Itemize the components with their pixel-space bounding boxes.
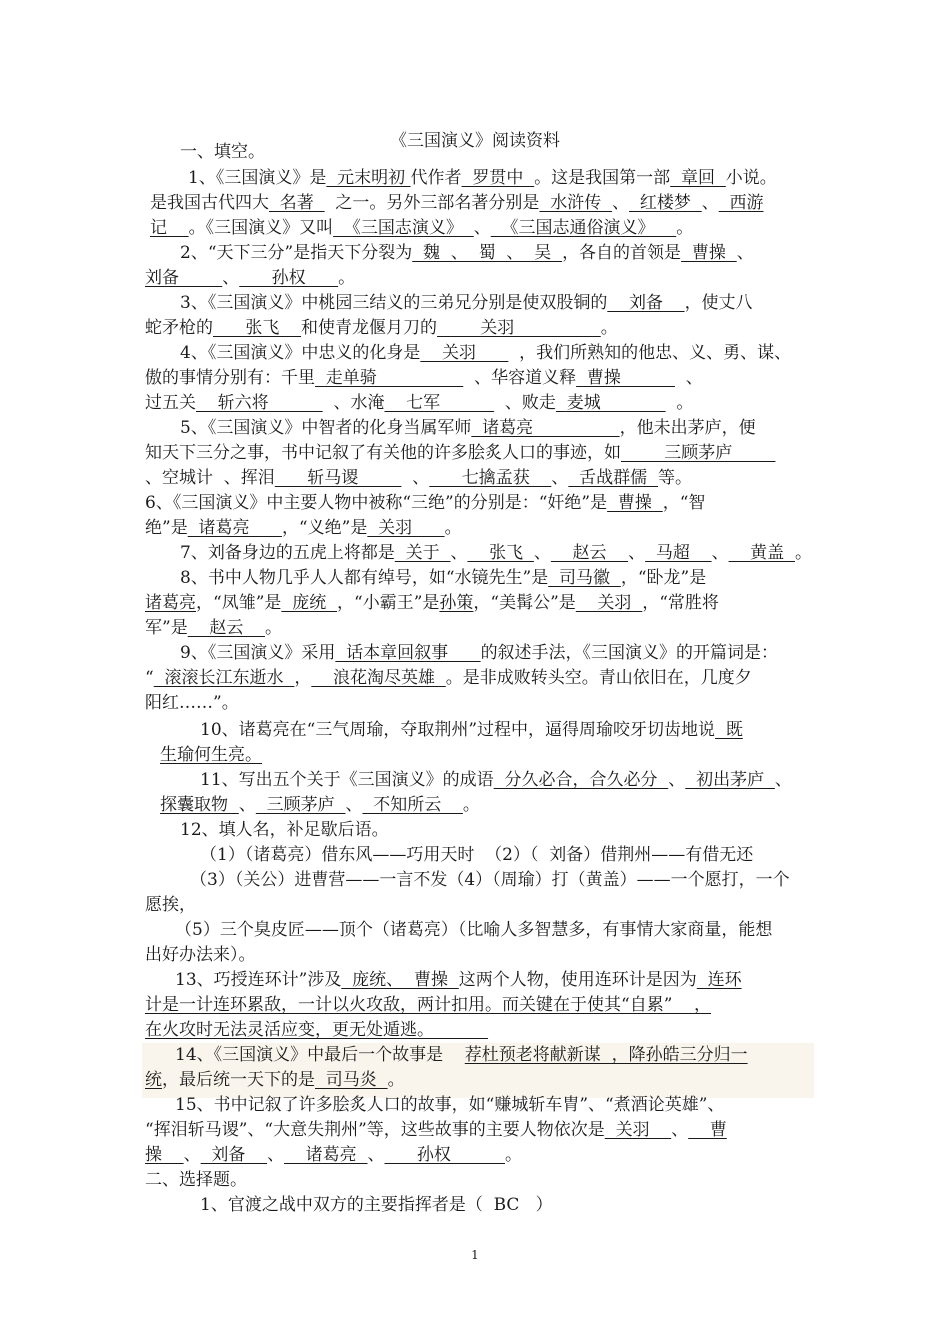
answer-blank: 诸葛亮 xyxy=(284,1145,368,1165)
question-text: 。《三国演义》又叫 xyxy=(188,218,334,238)
question-text: “ xyxy=(145,668,154,688)
question-text: 。 xyxy=(387,1070,405,1090)
answer-blank: 曹操 xyxy=(681,243,737,263)
text-line xyxy=(200,843,753,867)
question-text: 。 xyxy=(795,543,812,563)
question-text: ，各自的首领是 xyxy=(562,243,682,263)
answer-blank: 诸葛亮 xyxy=(187,518,282,538)
answer-blank: 庞统、 曹操 xyxy=(341,970,459,990)
question-text: 14、《三国演义》中最后一个故事是 xyxy=(175,1045,444,1065)
question-text: 、华容道义释 xyxy=(463,368,577,388)
text-line xyxy=(145,1018,488,1042)
answer-blank: 马超 xyxy=(645,543,712,563)
question-text: 、 xyxy=(671,1120,689,1140)
question-text: 、空城计 、挥泪 xyxy=(145,468,275,488)
question-text: 。是非成败转头空。青山依旧在，几度夕 xyxy=(445,668,752,688)
question-text: 、 xyxy=(668,770,686,790)
question-text: 2、“天下三分”是指天下分裂为 xyxy=(180,243,413,263)
answer-blank: 荐杜预老将献新谋 ，降孙皓三分归一 xyxy=(464,1045,748,1065)
question-text: 是我国古代四大 xyxy=(150,193,269,213)
answer-blank: 滚滚长江东逝水 xyxy=(153,668,295,688)
question-text: 12、填人名，补足歇后语。 xyxy=(180,820,389,840)
question-text: 绝”是 xyxy=(145,518,188,538)
question-text: ，“美髯公”是 xyxy=(473,593,576,613)
question-text: 1、官渡之战中双方的主要指挥者是（ BC ） xyxy=(200,1195,553,1215)
answer-blank: 走单骑 xyxy=(315,368,464,388)
text-line xyxy=(180,541,812,565)
question-text: 。 xyxy=(504,1145,522,1165)
answer-blank: 《三国志演义》 xyxy=(333,218,474,238)
question-text: 。 xyxy=(600,318,618,338)
question-text: 、 xyxy=(628,543,646,563)
question-text: 、败走 xyxy=(494,393,556,413)
question-text: 。这是我国第一部 xyxy=(534,168,671,188)
text-line xyxy=(180,241,754,265)
question-text: 、 xyxy=(674,368,703,388)
text-line xyxy=(200,718,743,742)
answer-blank: 不知所云 xyxy=(362,795,463,815)
text-line xyxy=(145,316,618,340)
question-text: 7、刘备身边的五虎上将都是 xyxy=(180,543,395,563)
answer-blank: 三顾茅庐 xyxy=(255,795,346,815)
question-text: 、水淹 xyxy=(322,393,385,413)
question-text: 。 xyxy=(338,268,356,288)
question-text: 二、选择题。 xyxy=(145,1170,247,1190)
page-title: 《三国演义》阅读资料 xyxy=(390,131,560,151)
page-number: 1 xyxy=(471,1248,479,1262)
question-text: ，我们所熟知的他忠、义、勇、谋、 xyxy=(508,343,792,363)
answer-blank: 庞统 xyxy=(281,593,338,613)
answer-blank: 刘备 xyxy=(200,1145,268,1165)
text-line xyxy=(145,266,355,290)
answer-blank: 西游 xyxy=(718,193,764,213)
text-line xyxy=(180,818,389,842)
question-text: 、 xyxy=(533,543,551,563)
question-text: 。 xyxy=(444,518,462,538)
question-text: 3、《三国演义》中桃园三结义的三弟兄分别是使双股铜的 xyxy=(180,293,608,313)
text-line xyxy=(180,341,791,365)
answer-blank: 魏 、 蜀 、 吴 xyxy=(412,243,563,263)
answer-blank: 刘备 xyxy=(607,293,685,313)
question-text: 10、诸葛亮在“三气周瑜，夺取荆州”过程中，逼得周瑜咬牙切齿地说 xyxy=(200,720,716,740)
text-line xyxy=(145,1143,522,1167)
question-text: 1、《三国演义》是 xyxy=(188,168,327,188)
question-text: 一、填空。 xyxy=(180,142,265,162)
question-text: 过五关 xyxy=(145,393,196,413)
answer-blank: 水浒传 xyxy=(539,193,613,213)
text-line xyxy=(150,191,764,215)
question-text: （1）（诸葛亮）借东风——巧用天时 （2）（ 刘备）借荆州——有借无还 xyxy=(200,845,754,865)
answer-blank: 探囊取物 xyxy=(160,795,239,815)
text-line xyxy=(180,140,265,164)
text-line xyxy=(175,1043,748,1067)
question-text: 愿挨， xyxy=(145,895,196,915)
answer-blank: 关羽 xyxy=(420,343,509,363)
text-line xyxy=(145,1168,247,1192)
question-text: 和使青龙偃月刀的 xyxy=(301,318,438,338)
answer-blank: 曹 xyxy=(688,1120,727,1140)
answer-blank: 曹操 xyxy=(607,493,663,513)
text-line xyxy=(175,918,772,942)
answer-blank: 张飞 xyxy=(467,543,534,563)
answer-blank: 操 xyxy=(145,1145,184,1165)
question-text: 、 xyxy=(367,1145,385,1165)
question-text: 代作者 xyxy=(410,168,462,188)
question-text: 15、书中记叙了许多脍炙人口的故事，如“赚城斩车胄”、“煮酒论英雄”、 xyxy=(175,1095,725,1115)
question-text: 、 xyxy=(736,243,754,263)
question-text: ，“卧龙”是 xyxy=(620,568,707,588)
question-text: 知天下三分之事，书中记叙了有关他的许多脍炙人口的事迹，如 xyxy=(145,443,621,463)
text-line xyxy=(160,793,480,817)
question-text: 、 xyxy=(345,795,363,815)
answer-blank: 关羽 xyxy=(604,1120,672,1140)
text-line xyxy=(175,968,742,992)
question-text: 4、《三国演义》中忠义的化身是 xyxy=(180,343,421,363)
text-line xyxy=(145,516,462,540)
answer-blank: 红楼梦 xyxy=(629,193,702,213)
question-text: 。 xyxy=(676,218,694,238)
question-text: ，“智 xyxy=(662,493,706,513)
text-line xyxy=(200,768,792,792)
question-text: 、 xyxy=(612,193,630,213)
answer-blank: 生瑜何生亮。 xyxy=(160,745,262,765)
text-line xyxy=(145,591,719,615)
question-text: 8、书中人物几乎人人都有绰号，如“水镜先生”是 xyxy=(180,568,549,588)
question-text: 军”是 xyxy=(145,618,188,638)
question-text: 6、《三国演义》中主要人物中被称“三绝”的分别是：“奸绝”是 xyxy=(145,493,608,513)
answer-blank: 既 xyxy=(715,720,743,740)
answer-blank: 话本章回叙事 xyxy=(335,643,481,663)
text-line xyxy=(200,1193,553,1217)
question-text: 。 xyxy=(665,393,694,413)
question-text: ，使丈八 xyxy=(684,293,753,313)
question-text: 傲的事情分别有：千里 xyxy=(145,368,315,388)
text-line xyxy=(180,416,756,440)
question-text: “挥泪斩马谡”、“大意失荆州”等，这些故事的主要人物依次是 xyxy=(145,1120,605,1140)
question-text: ，“小霸王”是 xyxy=(337,593,440,613)
question-text: ，他未出茅庐，便 xyxy=(619,418,756,438)
answer-blank: 孙权 xyxy=(239,268,339,288)
text-line xyxy=(145,441,775,465)
question-text: 的叙述手法，《三国演义》的开篇词是： xyxy=(480,643,779,663)
question-text: 这两个人物，使用连环计是因为 xyxy=(458,970,697,990)
question-text: 蛇矛枪的 xyxy=(145,318,213,338)
answer-blank: 章回 xyxy=(670,168,726,188)
text-line xyxy=(145,666,752,690)
question-text: ，“凤雏”是 xyxy=(196,593,282,613)
question-text: 小说。 xyxy=(725,168,777,188)
answer-blank: 斩六将 xyxy=(196,393,323,413)
text-line xyxy=(190,868,790,892)
answer-blank: 赵云 xyxy=(187,618,265,638)
answer-blank: 刘备 xyxy=(145,268,223,288)
text-line xyxy=(160,743,262,767)
answer-blank: 计是一计连环累敌，一计以火攻敌，两计扣用。而关键在于使其“自累” ， xyxy=(145,995,711,1015)
answer-blank: 赵云 xyxy=(550,543,629,563)
answer-blank: 初出茅庐 xyxy=(685,770,775,790)
question-text: ，最后统一天下的是 xyxy=(162,1070,315,1090)
answer-blank: 罗贯中 xyxy=(461,168,535,188)
answer-blank: 关羽 xyxy=(575,593,643,613)
answer-blank: 统 xyxy=(145,1070,162,1090)
answer-blank: 曹操 xyxy=(576,368,675,388)
question-text: （3）（关公）进曹营——一言不发（4）（周瑜）打（黄盖）——一个愿打，一个 xyxy=(190,870,790,890)
question-text: ，“义绝”是 xyxy=(281,518,368,538)
text-line xyxy=(145,943,256,967)
question-text: 、 xyxy=(267,1145,285,1165)
text-line xyxy=(180,641,778,665)
text-line xyxy=(145,391,693,415)
text-line xyxy=(188,166,777,190)
answer-blank: 麦城 xyxy=(555,393,666,413)
answer-blank: 关于 xyxy=(394,543,451,563)
text-line xyxy=(145,893,196,917)
question-text xyxy=(443,1045,465,1065)
answer-blank: 关羽 xyxy=(437,318,601,338)
text-line xyxy=(145,1068,405,1092)
question-text: 。 xyxy=(264,618,282,638)
question-text: 出好办法来）。 xyxy=(145,945,256,965)
answer-blank: 七军 xyxy=(384,393,495,413)
answer-blank: 名著 xyxy=(269,193,325,213)
question-text: 11、写出五个关于《三国演义》的成语 xyxy=(200,770,494,790)
question-text: 、 xyxy=(711,543,729,563)
answer-blank: 连环 xyxy=(696,970,742,990)
answer-blank: 舌战群儒 xyxy=(568,468,658,488)
answer-blank: 浪花淘尽英雄 xyxy=(311,668,446,688)
question-text: ，“常胜将 xyxy=(642,593,719,613)
question-text: 、 xyxy=(551,468,569,488)
answer-blank: 诸葛亮 xyxy=(145,593,196,613)
answer-blank: 司马徽 xyxy=(548,568,621,588)
question-text: （5）三个臭皮匠——顶个（诸葛亮）（比喻人多智慧多，有事情大家商量，能想 xyxy=(175,920,773,940)
text-line xyxy=(180,566,706,590)
text-line xyxy=(145,616,282,640)
question-text: 等。 xyxy=(657,468,692,488)
answer-blank: 元末明初 xyxy=(326,168,411,188)
question-text: 、 xyxy=(401,468,430,488)
answer-blank: 诸葛亮 xyxy=(471,418,620,438)
answer-blank: 黄盖 xyxy=(728,543,795,563)
text-line xyxy=(180,291,753,315)
answer-blank: 孙策 xyxy=(439,593,474,613)
text-line xyxy=(145,366,703,390)
question-text: 。 xyxy=(462,795,480,815)
answer-blank: 在火攻时无法灵活应变，更无处遁逃。 xyxy=(145,1020,489,1040)
question-text: 、 xyxy=(701,193,719,213)
question-text: 、 xyxy=(774,770,792,790)
answer-blank: 司马炎 xyxy=(315,1070,388,1090)
answer-blank: 分久必合，合久必分 xyxy=(493,770,669,790)
answer-blank: 《三国志通俗演义》 xyxy=(490,218,677,238)
text-line xyxy=(175,1093,724,1117)
question-text: 、 xyxy=(222,268,240,288)
answer-blank: 三顾茅庐 xyxy=(621,443,776,463)
text-line xyxy=(145,491,705,515)
answer-blank: 张飞 xyxy=(213,318,302,338)
answer-blank: 七擒孟获 xyxy=(429,468,552,488)
question-text: 、 xyxy=(473,218,491,238)
question-text: 、 xyxy=(450,543,468,563)
question-text: 5、《三国演义》中智者的化身当属军师 xyxy=(180,418,472,438)
question-text: 13、巧授连环计”涉及 xyxy=(175,970,342,990)
question-text: 、 xyxy=(238,795,256,815)
text-line xyxy=(145,691,239,715)
answer-blank: 记 xyxy=(150,218,189,238)
question-text: 之一。另外三部名著分别是 xyxy=(324,193,540,213)
answer-blank: 关羽 xyxy=(367,518,445,538)
text-line xyxy=(145,466,692,490)
text-line xyxy=(145,993,711,1017)
answer-blank: 斩马谡 xyxy=(274,468,402,488)
text-line xyxy=(145,1118,727,1142)
question-text: 9、《三国演义》采用 xyxy=(180,643,336,663)
text-line xyxy=(150,216,693,240)
question-text: 阳红……”。 xyxy=(145,693,239,713)
question-text: 、 xyxy=(183,1145,201,1165)
answer-blank: 孙权 xyxy=(384,1145,505,1165)
question-text: ， xyxy=(294,668,312,688)
